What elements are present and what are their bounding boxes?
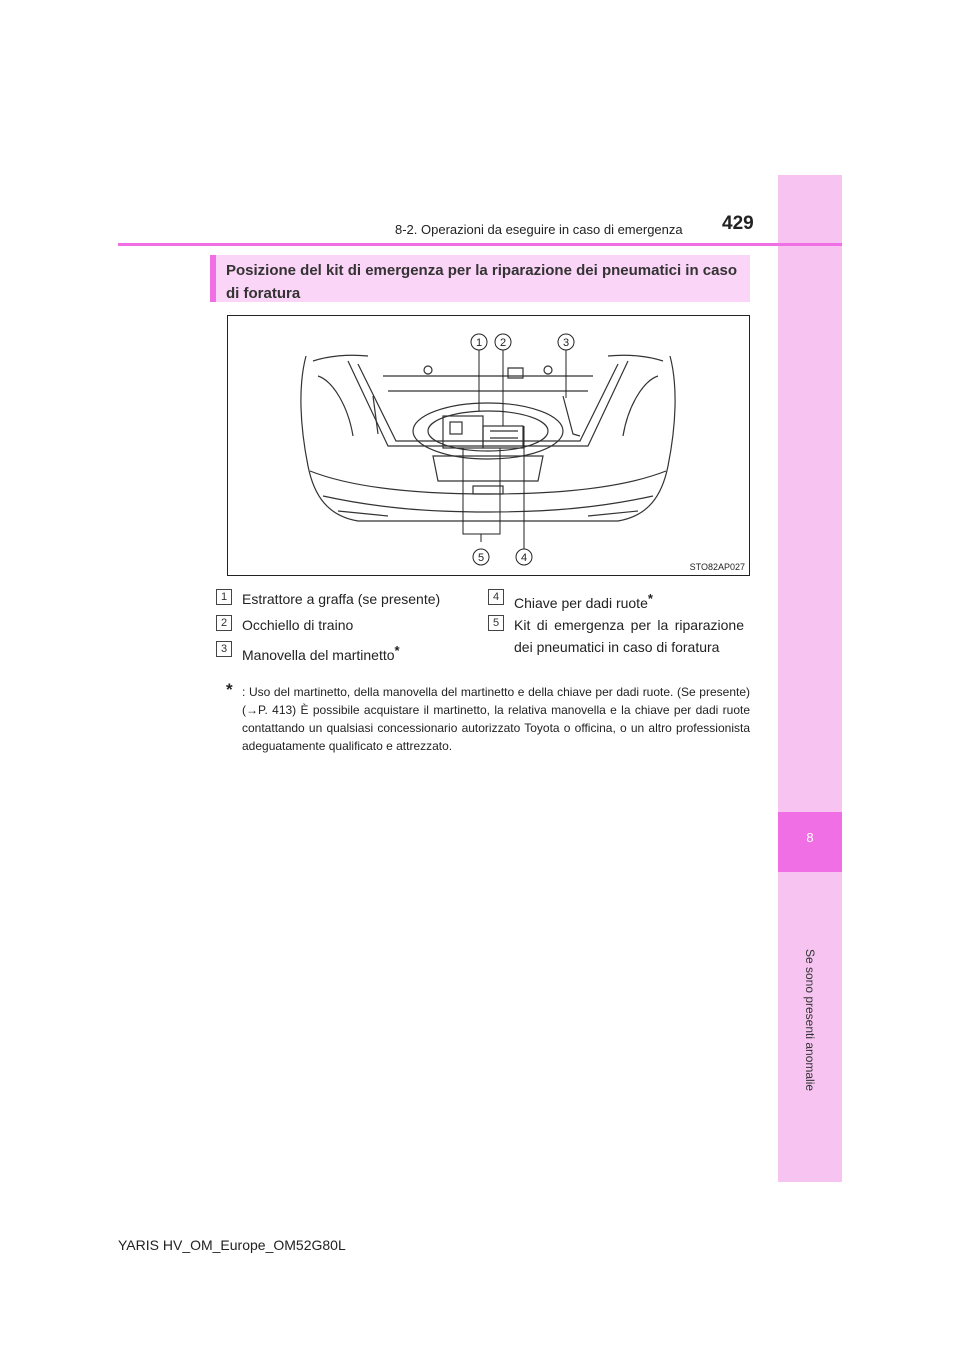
trunk-illustration [227, 315, 750, 576]
section-heading-line-1: Posizione del kit di emergenza per la riparazione dei pneumatici in caso [226, 262, 737, 279]
footnote [226, 680, 750, 755]
legend-number-5: 5 [488, 615, 504, 631]
callout-5: 5 [477, 552, 485, 564]
legend-text-4: Chiave per dadi ruote* [514, 591, 653, 611]
legend-number-1: 1 [216, 589, 232, 605]
callout-1: 1 [475, 337, 483, 349]
document-footer: YARIS HV_OM_Europe_OM52G80L [118, 1237, 346, 1253]
car-trunk-drawing [228, 316, 749, 575]
running-header-title: 8-2. Operazioni da eseguire in caso di emergenza [395, 222, 683, 237]
section-heading-box [210, 255, 750, 302]
header-rule [118, 243, 842, 246]
legend-text-5: Kit di emergenza per la riparazione dei pneumatici in caso di foratura [514, 617, 744, 655]
legend-item-3 [216, 640, 400, 666]
figure-code: STO82AP027 [689, 562, 745, 572]
legend-text-3: Manovella del martinetto* [242, 643, 400, 663]
footnote-marker: * [394, 643, 400, 658]
footnote-star: * [226, 680, 233, 699]
footnote-marker: * [647, 591, 653, 606]
legend-item-1 [216, 588, 440, 610]
legend-number-4: 4 [488, 589, 504, 605]
legend-item-2 [216, 614, 353, 636]
footnote-text: : Uso del martinetto, della manovella del martinetto e della chiave per dadi ruote. (Se presente) (→P. 413) È possibile acquistare il martinetto, la relativa manovella e la chiave per dadi ruote contattando un qualsiasi concessionario autorizzato Toyota o officina, o un altro professionista adeguatamente qualificato e attrezzato. [242, 685, 750, 753]
callout-2: 2 [499, 337, 507, 349]
legend-text-1: Estrattore a graffa (se presente) [242, 591, 441, 607]
legend-text-2: Occhiello di traino [242, 617, 354, 633]
callout-3: 3 [562, 337, 570, 349]
legend-number-2: 2 [216, 615, 232, 631]
callout-4: 4 [520, 552, 528, 564]
section-heading-line-2: di foratura [226, 285, 301, 302]
chapter-title-vertical: Se sono presenti anomalie [803, 948, 817, 1092]
legend-item-5 [488, 614, 750, 658]
legend-item-4 [488, 588, 653, 614]
chapter-number-tab[interactable]: 8 [778, 812, 842, 872]
legend-number-3: 3 [216, 641, 232, 657]
page-number: 429 [722, 213, 754, 234]
